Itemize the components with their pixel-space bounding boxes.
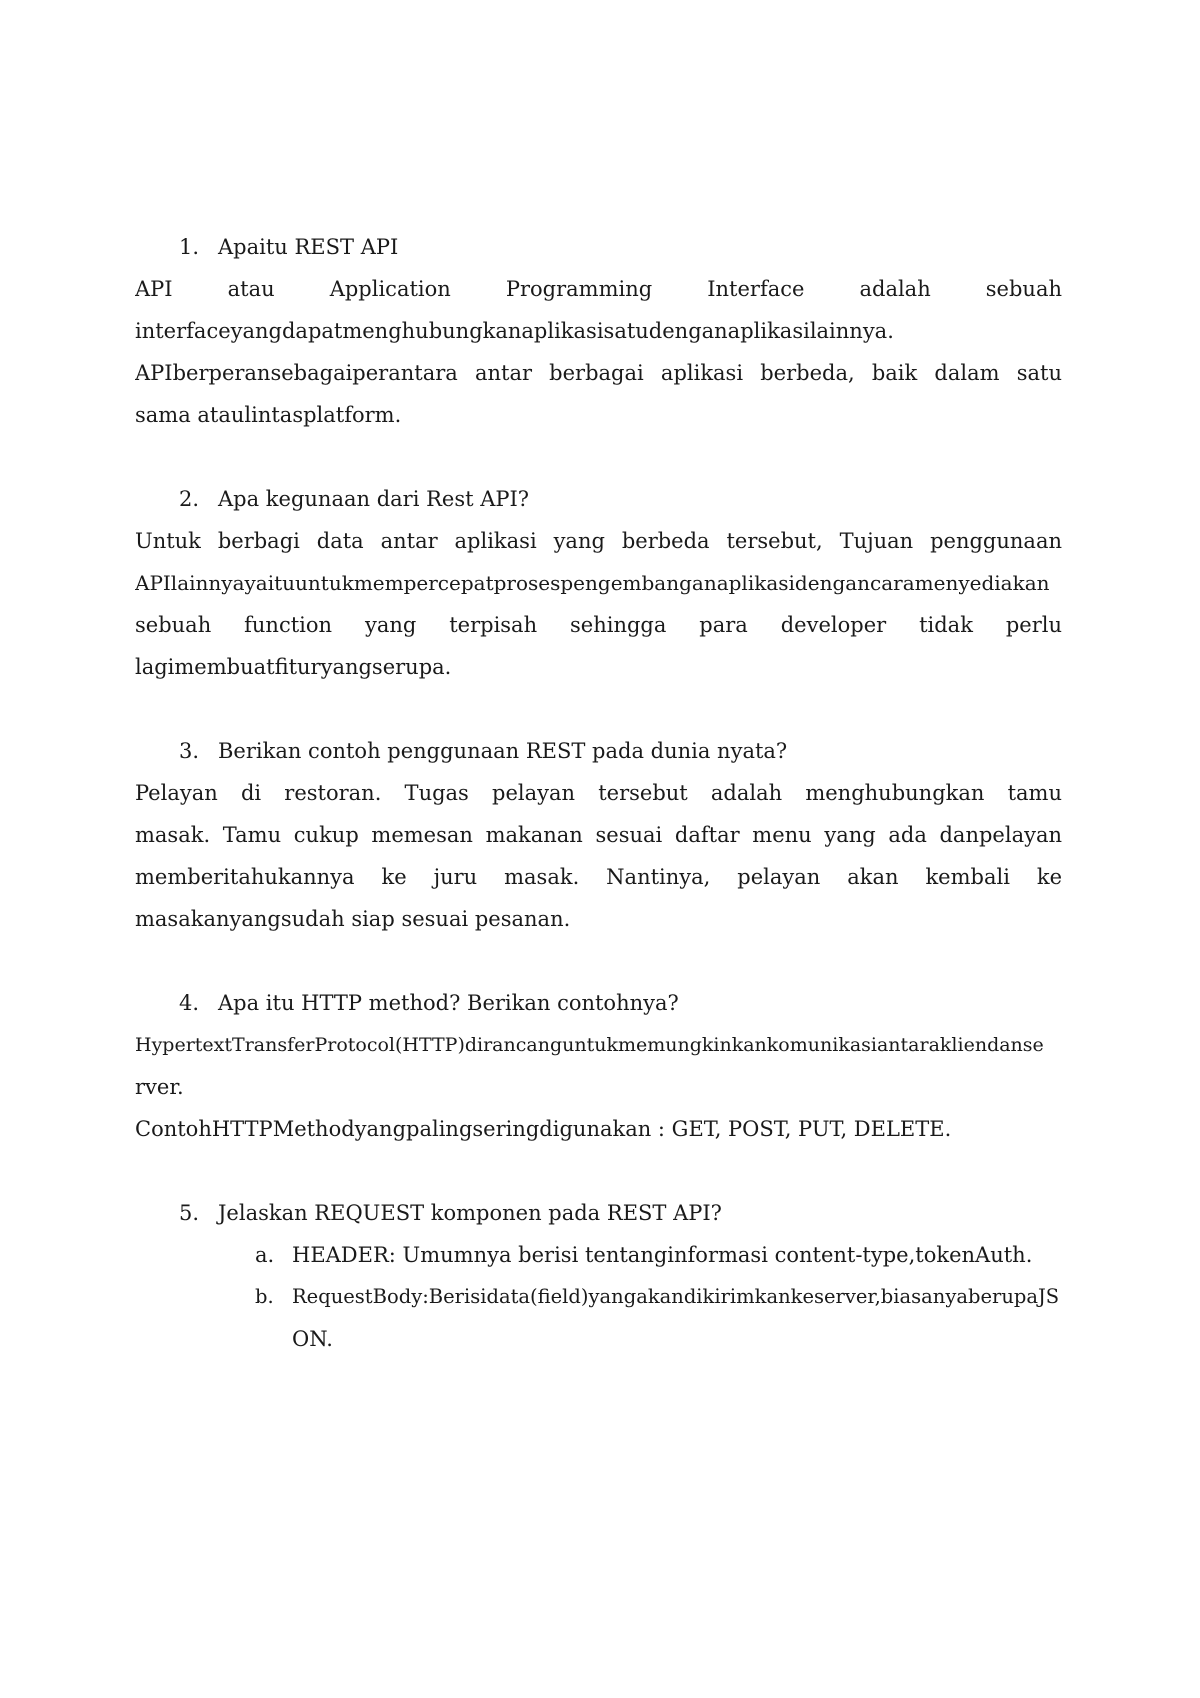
sub-item-a	[135, 1234, 1062, 1276]
sub-item-letter: a.	[255, 1243, 275, 1267]
answer-line: sebuah function yang terpisah sehingga para developer tidak perlu	[135, 613, 1062, 637]
section-2-heading	[135, 478, 1062, 520]
answer-line: APIberperansebagaiperantara antar berbagai aplikasi berbeda, baik dalam satu	[135, 361, 1062, 385]
section-number: 1.	[179, 235, 200, 259]
answer-line: sama ataulintasplatform.	[135, 403, 402, 427]
blank-line	[135, 688, 1062, 730]
document-content	[135, 226, 1062, 1360]
section-5-heading	[135, 1192, 1062, 1234]
answer-line: masak. Tamu cukup memesan makanan sesuai daftar menu yang ada danpelayan	[135, 823, 1062, 847]
sub-item-b-continuation	[135, 1318, 1062, 1360]
answer-line: masakanyangsudah siap sesuai pesanan.	[135, 907, 571, 931]
section-3-heading	[135, 730, 1062, 772]
section-question: Apaitu REST API	[218, 235, 399, 259]
sub-item-text: HEADER: Umumnya berisi tentanginformasi content-type,tokenAuth.	[292, 1243, 1033, 1267]
section-question: Apa itu HTTP method? Berikan contohnya?	[218, 991, 679, 1015]
answer-line: ContohHTTPMethodyangpalingseringdigunakan : GET, POST, PUT, DELETE.	[135, 1117, 952, 1141]
answer-line: Untuk berbagi data antar aplikasi yang berbeda tersebut, Tujuan penggunaan	[135, 529, 1062, 553]
sub-item-text: ON.	[292, 1327, 333, 1351]
answer-line: lagimembuatfituryangserupa.	[135, 655, 452, 679]
section-number: 2.	[179, 487, 200, 511]
blank-line	[135, 436, 1062, 478]
section-1-heading	[135, 226, 1062, 268]
answer-line: APIlainnyayaituuntukmempercepatprosespengembanganaplikasidengancaramenyediakan	[135, 571, 1050, 595]
section-question: Apa kegunaan dari Rest API?	[218, 487, 530, 511]
answer-line: Pelayan di restoran. Tugas pelayan tersebut adalah menghubungkan tamu	[135, 781, 1062, 805]
section-question: Jelaskan REQUEST komponen pada REST API?	[218, 1201, 722, 1225]
section-4-heading	[135, 982, 1062, 1024]
answer-line: memberitahukannya ke juru masak. Nantinya, pelayan akan kembali ke	[135, 865, 1062, 889]
blank-line	[135, 1150, 1062, 1192]
blank-line	[135, 940, 1062, 982]
section-number: 3.	[179, 739, 200, 763]
sub-item-b	[135, 1276, 1062, 1318]
answer-line: interfaceyangdapatmenghubungkanaplikasisatudenganaplikasilainnya.	[135, 319, 894, 343]
sub-item-letter: b.	[255, 1285, 274, 1308]
sub-item-text: RequestBody:Berisidata(field)yangakandikirimkankeserver,biasanyaberupaJS	[292, 1285, 1060, 1308]
answer-line: rver.	[135, 1075, 184, 1099]
section-number: 5.	[179, 1201, 200, 1225]
answer-line: API atau Application Programming Interface adalah sebuah	[135, 277, 1062, 301]
answer-line: HypertextTransferProtocol(HTTP)dirancanguntukmemungkinkankomunikasiantarakliendanse	[135, 1034, 1044, 1056]
section-number: 4.	[179, 991, 200, 1015]
section-question: Berikan contoh penggunaan REST pada dunia nyata?	[218, 739, 788, 763]
